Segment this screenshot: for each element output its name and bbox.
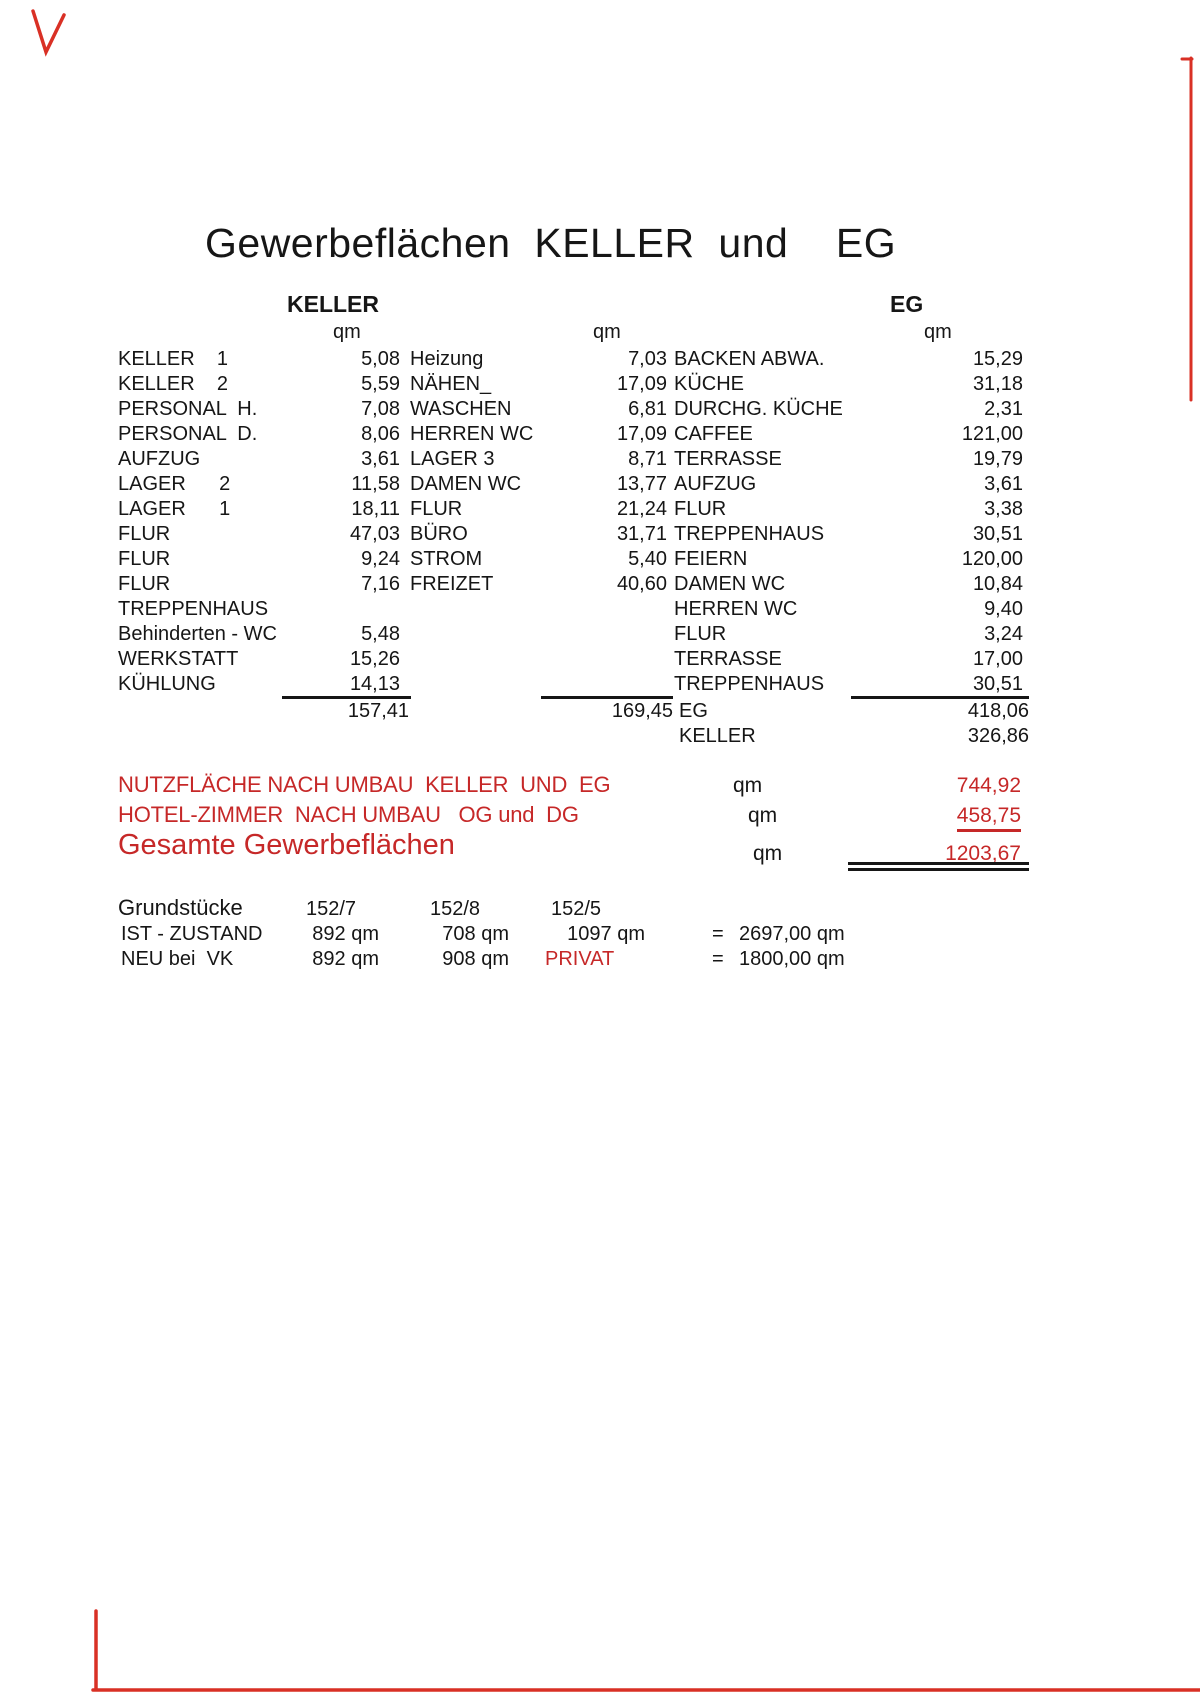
area-value: 7,16 [361, 573, 400, 595]
table-row [0, 398, 1200, 423]
room-label: PERSONAL D. [118, 423, 258, 445]
nutzflaeche-unit: qm [733, 774, 763, 797]
neu-parcel2-value: 908 qm [442, 948, 509, 970]
room-label: AUFZUG [674, 473, 757, 495]
room-label: KÜHLUNG [118, 673, 216, 695]
subtotal-rule-middle [541, 696, 673, 699]
area-value: 15,26 [349, 648, 400, 670]
ist-total-value: 2697,00 qm [739, 923, 845, 945]
table-row [0, 623, 1200, 648]
nutzflaeche-summary-label: NUTZFLÄCHE NACH UMBAU KELLER UND EG [118, 772, 611, 797]
area-value: 31,71 [616, 523, 667, 545]
area-value: 15,29 [972, 348, 1023, 370]
keller-total-label: KELLER [679, 725, 756, 747]
room-label: STROM [410, 548, 483, 570]
page-title: Gewerbeflächen KELLER und EG [205, 220, 897, 266]
area-value: 120,00 [961, 548, 1023, 570]
room-label: LAGER 2 [118, 473, 231, 495]
neu-equals-sign: = [712, 948, 724, 970]
gesamt-unit: qm [753, 842, 783, 865]
area-value: 13,77 [616, 473, 667, 495]
grand-total-double-rule [848, 862, 1029, 871]
room-label: WASCHEN [410, 398, 512, 420]
area-value: 8,71 [628, 448, 667, 470]
parcel-column-header: 152/7 [306, 898, 357, 920]
area-value: 6,81 [628, 398, 667, 420]
room-label: FLUR [118, 573, 171, 595]
room-label: LAGER 1 [118, 498, 231, 520]
room-label: LAGER 3 [410, 448, 495, 470]
nutzflaeche-value: 744,92 [956, 774, 1021, 797]
area-value: 40,60 [616, 573, 667, 595]
table-row [0, 473, 1200, 498]
room-label: BACKEN ABWA. [674, 348, 825, 370]
room-label: FLUR [674, 498, 727, 520]
room-label: HERREN WC [410, 423, 534, 445]
area-value: 30,51 [972, 673, 1023, 695]
qm-unit-header-col3: qm [924, 321, 952, 343]
keller-section-header: KELLER [287, 291, 379, 317]
qm-unit-header-col1: qm [333, 321, 361, 343]
area-value: 18,11 [351, 498, 400, 520]
subtotal-rule-left [282, 696, 411, 699]
ist-parcel3-value: 1097 qm [567, 923, 645, 945]
area-value: 30,51 [972, 523, 1023, 545]
table-row [0, 673, 1200, 698]
room-label: TREPPENHAUS [674, 673, 825, 695]
parcel-column-header: 152/5 [551, 898, 602, 920]
area-value: 5,48 [361, 623, 400, 645]
area-value: 8,06 [361, 423, 400, 445]
red-edge-line-bottom [93, 1611, 1200, 1690]
area-value: 7,08 [361, 398, 400, 420]
room-label: BÜRO [410, 523, 468, 545]
table-row [0, 423, 1200, 448]
red-pen-mark-top-left [33, 11, 64, 52]
area-value: 17,09 [616, 373, 667, 395]
area-value: 5,40 [628, 548, 667, 570]
room-label: KÜCHE [674, 373, 745, 395]
area-value: 47,03 [349, 523, 400, 545]
area-value: 3,24 [984, 623, 1023, 645]
room-label: WERKSTATT [118, 648, 239, 670]
room-label: DAMEN WC [674, 573, 786, 595]
area-value: 3,38 [984, 498, 1023, 520]
area-value: 9,40 [984, 598, 1023, 620]
table-row [0, 573, 1200, 598]
area-value: 2,31 [984, 398, 1023, 420]
room-label: NÄHEN_ [410, 373, 492, 395]
ist-equals-sign: = [712, 923, 724, 945]
table-row [0, 548, 1200, 573]
room-label: TREPPENHAUS [118, 598, 269, 620]
room-label: KELLER 1 [118, 348, 229, 370]
table-row [0, 523, 1200, 548]
table-row [0, 648, 1200, 673]
area-value: 7,03 [628, 348, 667, 370]
room-label: KELLER 2 [118, 373, 229, 395]
room-label: Behinderten - WC [118, 623, 277, 645]
qm-unit-header-col2: qm [593, 321, 621, 343]
room-label: FLUR [118, 548, 171, 570]
room-label: FLUR [410, 498, 463, 520]
grundstuecke-title: Grundstücke [118, 895, 243, 920]
area-value: 9,24 [361, 548, 400, 570]
area-value: 10,84 [972, 573, 1023, 595]
eg-section-header: EG [890, 291, 924, 317]
ist-parcel2-value: 708 qm [442, 923, 509, 945]
neu-parcel1-value: 892 qm [312, 948, 379, 970]
parcel-column-header: 152/8 [430, 898, 481, 920]
privat-label: PRIVAT [545, 948, 615, 970]
area-value: 5,08 [361, 348, 400, 370]
room-label: HERREN WC [674, 598, 798, 620]
room-label: FLUR [674, 623, 727, 645]
area-value: 17,00 [972, 648, 1023, 670]
area-value: 3,61 [984, 473, 1023, 495]
middle-subtotal: 169,45 [611, 700, 673, 722]
table-row [0, 373, 1200, 398]
area-value: 3,61 [361, 448, 400, 470]
subtotal-rule-right [851, 696, 1029, 699]
room-label: Heizung [410, 348, 484, 370]
gesamt-summary-label: Gesamte Gewerbeflächen [118, 829, 455, 861]
hotelzimmer-unit: qm [748, 804, 778, 827]
hotelzimmer-summary-label: HOTEL-ZIMMER NACH UMBAU OG und DG [118, 802, 579, 827]
keller-subtotal: 157,41 [347, 700, 409, 722]
ist-zustand-label: IST - ZUSTAND [121, 923, 263, 945]
room-label: FEIERN [674, 548, 748, 570]
gesamt-value: 1203,67 [945, 842, 1021, 865]
area-value: 21,24 [616, 498, 667, 520]
ist-parcel1-value: 892 qm [312, 923, 379, 945]
room-label: AUFZUG [118, 448, 201, 470]
table-row [0, 498, 1200, 523]
room-label: TERRASSE [674, 648, 782, 670]
hotelzimmer-value: 458,75 [957, 804, 1021, 832]
eg-total-label: EG [679, 700, 708, 722]
area-value: 5,59 [361, 373, 400, 395]
eg-total-value: 418,06 [967, 700, 1029, 722]
area-value: 121,00 [961, 423, 1023, 445]
keller-total-value: 326,86 [967, 725, 1029, 747]
area-value: 11,58 [351, 473, 400, 495]
table-row [0, 448, 1200, 473]
table-row [0, 598, 1200, 623]
room-label: CAFFEE [674, 423, 753, 445]
room-label: DURCHG. KÜCHE [674, 398, 843, 420]
neu-total-value: 1800,00 qm [739, 948, 845, 970]
area-value: 19,79 [972, 448, 1023, 470]
area-value: 14,13 [349, 673, 400, 695]
room-label: DAMEN WC [410, 473, 522, 495]
room-label: FLUR [118, 523, 171, 545]
area-value: 31,18 [972, 373, 1023, 395]
room-label: TREPPENHAUS [674, 523, 825, 545]
area-value: 17,09 [616, 423, 667, 445]
table-row [0, 348, 1200, 373]
room-label: TERRASSE [674, 448, 782, 470]
hotelzimmer-value-box [871, 804, 1021, 832]
room-label: FREIZET [410, 573, 494, 595]
room-label: PERSONAL H. [118, 398, 258, 420]
neu-bei-vk-label: NEU bei VK [121, 948, 234, 970]
